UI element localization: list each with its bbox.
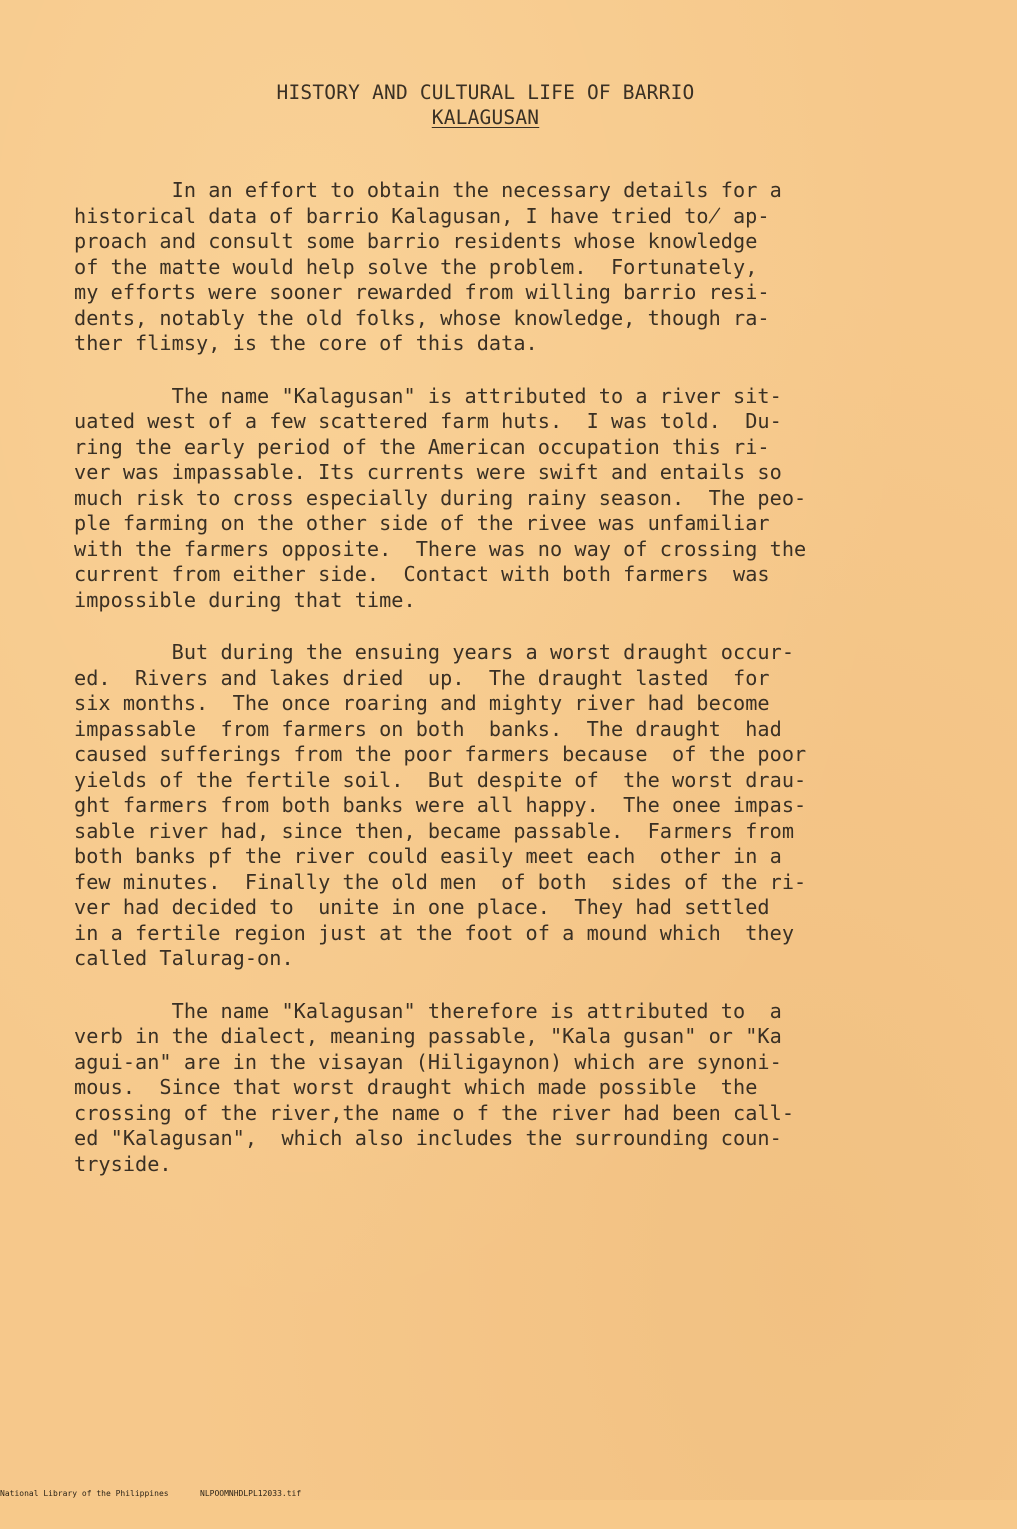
text-line: much risk to cross especially during rainy season. The peo- [74, 485, 807, 510]
title-line-2 [0, 105, 1017, 130]
text-line: ght farmers from both banks were all happy. The onee impas- [74, 793, 807, 817]
text-line: dents, notably the old folks, whose knowledge, though ra- [74, 305, 770, 330]
text-line: The name "Kalagusan" therefore is attributed to a [74, 998, 782, 1023]
text-line: uated west of a few scattered farm huts. I was told. Du- [74, 409, 782, 433]
scan-footer [0, 1489, 1017, 1500]
footer-library-name: National Library of the Philippines [0, 1489, 169, 1498]
text-line: mous. Since that worst draught which made possible the [74, 1075, 758, 1099]
text-line: my efforts were sooner rewarded from willing barrio resi- [74, 280, 770, 304]
footer-file-id: NLPOOMNHDLPL12033.tif [200, 1489, 302, 1498]
title-line-1: HISTORY AND CULTURAL LIFE OF BARRIO [276, 81, 695, 104]
text-line: agui-an" are in the visayan (Hiligaynon) which are synoni- [74, 1049, 782, 1074]
text-line: ver was impassable. Its currents were swift and entails so [74, 460, 782, 484]
text-line: historical data of barrio Kalagusan, I have tried to̸ ap- [74, 203, 770, 228]
text-line: yields of the fertile soil. But despite of the worst drau- [74, 767, 807, 792]
document-title [0, 80, 1017, 130]
text-line: caused sufferings from the poor farmers because of the poor [74, 742, 807, 766]
text-line: ed "Kalagusan", which also includes the surrounding coun- [74, 1126, 782, 1150]
text-line: of the matte would help solve the problem. Fortunately, [74, 254, 758, 279]
text-line: with the farmers opposite. There was no way of crossing the [74, 536, 807, 561]
text-line: six months. The once roaring and mighty river had become [74, 691, 770, 715]
text-line: But during the ensuing years a worst draught occur- [74, 640, 795, 664]
text-line: both banks pf the river could easily meet each other in a [74, 844, 782, 868]
text-line: few minutes. Finally the old men of both sides of the ri- [74, 869, 807, 894]
text-line: ed. Rivers and lakes dried up. The draught lasted for [74, 665, 770, 690]
title-barrio-name: KALAGUSAN [431, 106, 540, 129]
document-body [74, 178, 979, 1204]
paragraph-3 [74, 640, 979, 972]
text-line: ther flimsy, is the core of this data. [74, 331, 538, 355]
text-line: sable river had, since then, became passable. Farmers from [74, 818, 795, 843]
text-line: In an effort to obtain the necessary details for a [74, 178, 782, 202]
text-line: tryside. [74, 1151, 172, 1176]
paragraph-4 [74, 999, 979, 1178]
text-line: crossing of the river,the name o f the river had been call- [74, 1100, 795, 1125]
text-line: ver had decided to unite in one place. They had settled [74, 895, 770, 919]
paragraph-1 [74, 178, 979, 357]
text-line: proach and consult some barrio residents whose knowledge [74, 229, 758, 253]
text-line: in a fertile region just at the foot of a mound which they [74, 920, 795, 945]
text-line: verb in the dialect, meaning passable, "Kala gusan" or "Ka [74, 1024, 782, 1048]
text-line: The name "Kalagusan" is attributed to a river sit- [74, 383, 782, 408]
paragraph-2 [74, 384, 979, 614]
text-line: impossible during that time. [74, 587, 416, 612]
text-line: impassable from farmers on both banks. The draught had [74, 716, 782, 741]
text-line: ring the early period of the American occupation this ri- [74, 434, 770, 459]
text-line: current from either side. Contact with both farmers was [74, 562, 770, 586]
text-line: called Talurag-on. [74, 946, 294, 970]
text-line: ple farming on the other side of the rivee was unfamiliar [74, 511, 770, 535]
